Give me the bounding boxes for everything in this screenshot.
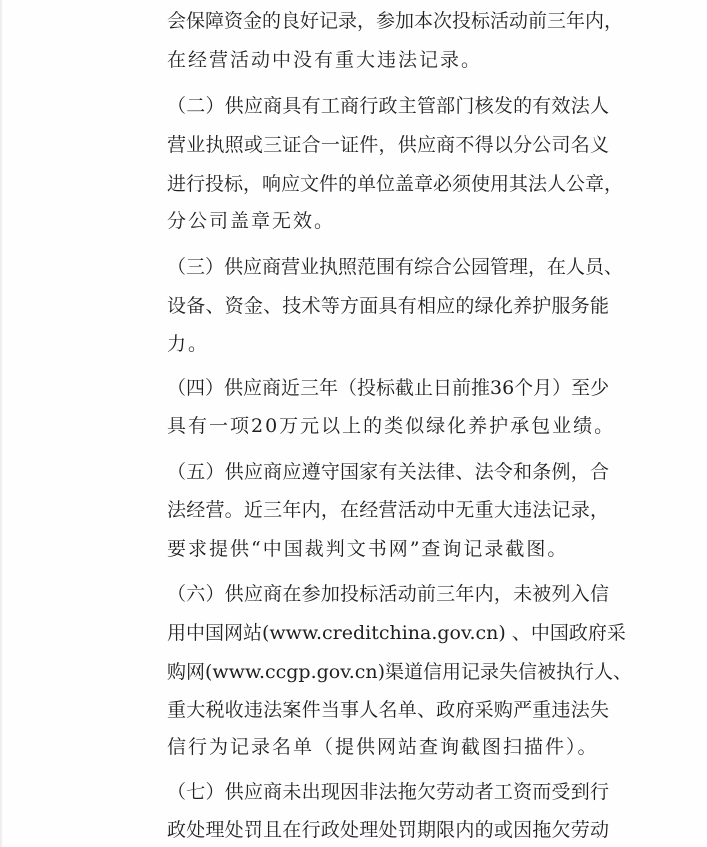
text-line-8: 设备、资金、技术等方面具有相应的绿化养护服务能 bbox=[167, 295, 609, 317]
text-line-10: （四）供应商近三年（投标截止日前推36个月）至少 bbox=[167, 377, 610, 399]
text-line-5: 进行投标，响应文件的单位盖章必须使用其法人公章， bbox=[167, 173, 624, 195]
text-line-15: （六）供应商在参加投标活动前三年内，未被列入信 bbox=[167, 583, 609, 605]
text-line-7: （三）供应商营业执照范围有综合公园管理，在人员、 bbox=[167, 256, 624, 278]
text-line-4: 营业执照或三证合一证件，供应商不得以分公司名义 bbox=[167, 134, 609, 156]
text-line-13: 法经营。近三年内，在经营活动中无重大违法记录， bbox=[167, 499, 609, 521]
text-line-9: 力。 bbox=[167, 333, 210, 355]
text-line-3: （二）供应商具有工商行政主管部门核发的有效法人 bbox=[167, 95, 609, 117]
text-line-18: 重大税收违法案件当事人名单、政府采购严重违法失 bbox=[167, 699, 609, 721]
text-line-6: 分公司盖章无效。 bbox=[167, 210, 336, 232]
text-line-1: 会保障资金的良好记录，参加本次投标活动前三年内， bbox=[167, 10, 624, 32]
scan-shadow-edge bbox=[0, 0, 3, 847]
text-line-2: 在经营活动中没有重大违法记录。 bbox=[167, 49, 483, 71]
text-line-21: 政处理处罚且在行政处理处罚期限内的或因拖欠劳动 bbox=[167, 819, 609, 841]
text-line-11: 具有一项20万元以上的类似绿化养护承包业绩。 bbox=[167, 415, 616, 437]
text-line-20: （七）供应商未出现因非法拖欠劳动者工资而受到行 bbox=[167, 781, 609, 803]
text-line-16: 用中国网站(www.creditchina.gov.cn) 、中国政府采 bbox=[167, 622, 626, 644]
text-line-12: （五）供应商应遵守国家有关法律、法令和条例，合 bbox=[167, 461, 609, 483]
text-line-19: 信行为记录名单（提供网站查询截图扫描件）。 bbox=[167, 736, 599, 758]
text-line-14: 要求提供“中国裁判文书网”查询记录截图。 bbox=[167, 538, 569, 560]
text-line-17: 购网(www.ccgp.gov.cn)渠道信用记录失信被执行人、 bbox=[167, 661, 633, 683]
